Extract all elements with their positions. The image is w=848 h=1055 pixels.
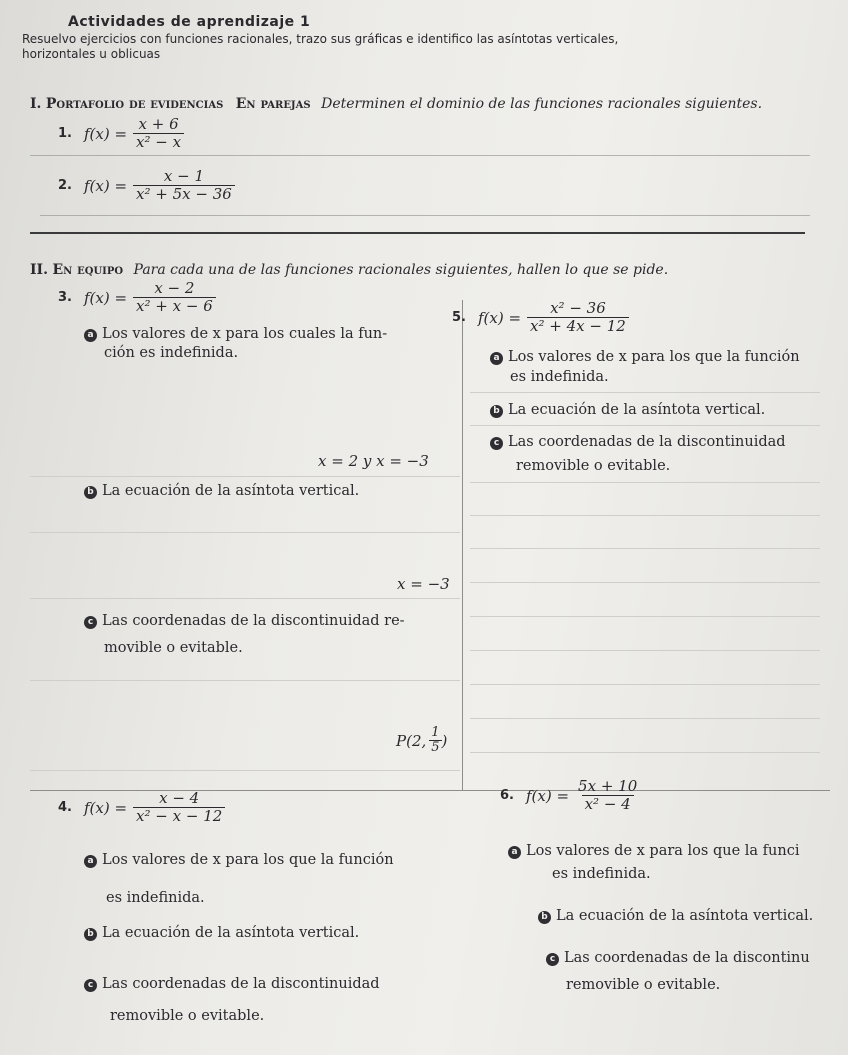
- exercise-6-part-b: [538, 908, 813, 924]
- exercise-2-denominator: x² + 5x − 36: [133, 185, 235, 203]
- exercise-6-fraction: [575, 778, 640, 813]
- bullet-a-icon: a: [490, 352, 503, 365]
- exercise-6-c-line1: Las coordenadas de la discontinu: [564, 950, 810, 966]
- exercise-2-numerator: x − 1: [163, 167, 204, 185]
- exercise-6-part-c: [546, 950, 810, 966]
- exercise-4-label: 4.: [58, 800, 72, 815]
- bullet-a-icon: a: [508, 846, 521, 859]
- exercise-5-b-text: La ecuación de la asíntota vertical.: [508, 402, 766, 418]
- exercise-5: [452, 300, 629, 335]
- point-y-numerator: 1: [431, 725, 440, 740]
- exercise-6-numerator: 5x + 10: [578, 777, 638, 795]
- answer-line: [470, 515, 820, 516]
- exercise-6-b-text: La ecuación de la asíntota vertical.: [556, 908, 814, 924]
- bullet-a-icon: a: [84, 855, 97, 868]
- exercise-5-c-line2: removible o evitable.: [516, 458, 671, 474]
- point-y-fraction: [429, 726, 441, 755]
- exercise-1-label: 1.: [58, 126, 72, 141]
- exercise-5-fx: f(x) =: [477, 308, 522, 327]
- exercise-6-label: 6.: [500, 788, 514, 803]
- exercise-4-numerator: x − 4: [159, 789, 200, 807]
- answer-line: [470, 650, 820, 651]
- exercise-5-fraction: [527, 300, 629, 335]
- answer-line: [470, 752, 820, 753]
- section1-numeral: I.: [30, 96, 42, 112]
- exercise-2-fx: f(x) =: [83, 176, 128, 195]
- exercise-3-denominator: x² + x − 6: [133, 297, 216, 315]
- bullet-b-icon: b: [490, 405, 503, 418]
- exercise-5-numerator: x² − 36: [550, 299, 606, 317]
- point-y-denominator: 5: [431, 740, 440, 755]
- exercise-1-fraction: [133, 116, 184, 151]
- exercise-3-a-line1: Los valores de x para los cuales la fun-: [102, 326, 388, 342]
- answer-line: [470, 684, 820, 685]
- exercise-3-part-c: [84, 613, 405, 629]
- exercise-3-b-text: La ecuación de la asíntota vertical.: [102, 483, 360, 499]
- exercise-6: [500, 778, 640, 813]
- exercise-4-part-c: [84, 976, 380, 992]
- exercise-3-part-a: [84, 326, 387, 342]
- answer-line: [470, 482, 820, 483]
- section-divider: [30, 232, 805, 234]
- exercise-3: [58, 280, 216, 315]
- exercise-5-denominator: x² + 4x − 12: [527, 317, 629, 335]
- exercise-3-fraction: [133, 280, 216, 315]
- activity-subtitle-line2: horizontales u oblicuas: [22, 47, 161, 61]
- answer-line: [470, 392, 820, 393]
- answer-line: [30, 680, 460, 681]
- exercise-2: [58, 168, 235, 203]
- exercise-3-fx: f(x) =: [83, 288, 128, 307]
- answer-line: [470, 616, 820, 617]
- exercise-6-a-line1: Los valores de x para los que la funci: [526, 843, 800, 859]
- section2-numeral: II.: [30, 262, 48, 278]
- point-label: P(2,: [396, 731, 427, 750]
- exercise-2-label: 2.: [58, 178, 72, 193]
- exercise-1-numerator: x + 6: [138, 115, 179, 133]
- exercise-4-denominator: x² − x − 12: [133, 807, 225, 825]
- answer-line: [470, 548, 820, 549]
- exercise-2-fraction: [133, 168, 235, 203]
- bullet-c-icon: c: [84, 616, 97, 629]
- exercise-4-c-line1: Las coordenadas de la discontinuidad: [102, 976, 380, 992]
- exercise-6-fx: f(x) =: [525, 786, 570, 805]
- exercise-5-part-b: [490, 402, 765, 418]
- exercise-6-denominator: x² − 4: [582, 795, 634, 813]
- exercise-4-a-line1: Los valores de x para los que la función: [102, 852, 394, 868]
- exercise-5-part-a: [490, 349, 800, 365]
- answer-line: [470, 582, 820, 583]
- bullet-b-icon: b: [538, 911, 551, 924]
- exercise-5-label: 5.: [452, 310, 466, 325]
- bullet-c-icon: c: [490, 437, 503, 450]
- answer-line: [470, 425, 820, 426]
- exercise-3-part-b: [84, 483, 359, 499]
- exercise-4-c-line2: removible o evitable.: [110, 1008, 265, 1024]
- answer-line: [30, 598, 460, 599]
- exercise-6-c-line2: removible o evitable.: [566, 977, 721, 993]
- bullet-b-icon: b: [84, 928, 97, 941]
- exercise-5-c-line1: Las coordenadas de la discontinuidad: [508, 434, 786, 450]
- exercise-4-part-b: [84, 925, 359, 941]
- section1-instruction: Determinen el dominio de las funciones racionales siguientes.: [321, 96, 763, 112]
- exercise-3-b-answer: x = −3: [397, 575, 450, 593]
- exercise-5-part-c: [490, 434, 786, 450]
- exercise-3-label: 3.: [58, 290, 72, 305]
- exercise-3-a-answer: x = 2 y x = −3: [318, 452, 429, 470]
- exercise-3-c-line1: Las coordenadas de la discontinuidad re-: [102, 613, 405, 629]
- exercise-3-numerator: x − 2: [154, 279, 195, 297]
- exercise-4-fraction: [133, 790, 225, 825]
- exercise-1-denominator: x² − x: [133, 133, 184, 151]
- section2-instruction: Para cada una de las funciones racionales siguientes, hallen lo que se pide.: [133, 262, 669, 278]
- bullet-c-icon: c: [84, 979, 97, 992]
- section1-heading: [30, 96, 762, 112]
- section1-title: Portafolio de evidencias: [45, 96, 224, 112]
- exercise-4-part-a: [84, 852, 394, 868]
- answer-line: [30, 770, 460, 771]
- exercise-3-c-line2: movible o evitable.: [104, 640, 243, 656]
- exercise-5-a-line1: Los valores de x para los que la función: [508, 349, 800, 365]
- answer-line: [30, 532, 460, 533]
- exercise-4-fx: f(x) =: [83, 798, 128, 817]
- section1-mode: En parejas: [235, 96, 311, 112]
- answer-line: [470, 718, 820, 719]
- exercise-4-a-line2: es indefinida.: [106, 890, 205, 906]
- exercise-4: [58, 790, 225, 825]
- exercise-3-a-line2: ción es indefinida.: [104, 345, 239, 361]
- divider: [30, 155, 810, 156]
- exercise-5-a-line2: es indefinida.: [510, 369, 609, 385]
- bullet-b-icon: b: [84, 486, 97, 499]
- exercise-1-fx: f(x) =: [83, 124, 128, 143]
- answer-line: [30, 476, 460, 477]
- exercise-6-a-line2: es indefinida.: [552, 866, 651, 882]
- activity-subtitle-line1: Resuelvo ejercicios con funciones racionales, trazo sus gráficas e identifico las asíntotas verticales,: [22, 32, 619, 46]
- exercise-6-part-a: [508, 843, 799, 859]
- section2-heading: [30, 262, 668, 278]
- exercise-4-b-text: La ecuación de la asíntota vertical.: [102, 925, 360, 941]
- bullet-a-icon: a: [84, 329, 97, 342]
- bullet-c-icon: c: [546, 953, 559, 966]
- exercise-1: [58, 116, 184, 151]
- section2-title: En equipo: [52, 262, 124, 278]
- divider: [40, 215, 810, 216]
- activity-title: Actividades de aprendizaje 1: [68, 14, 311, 30]
- exercise-3-c-answer: [396, 726, 447, 755]
- point-close: ): [441, 731, 448, 750]
- column-divider: [462, 300, 463, 790]
